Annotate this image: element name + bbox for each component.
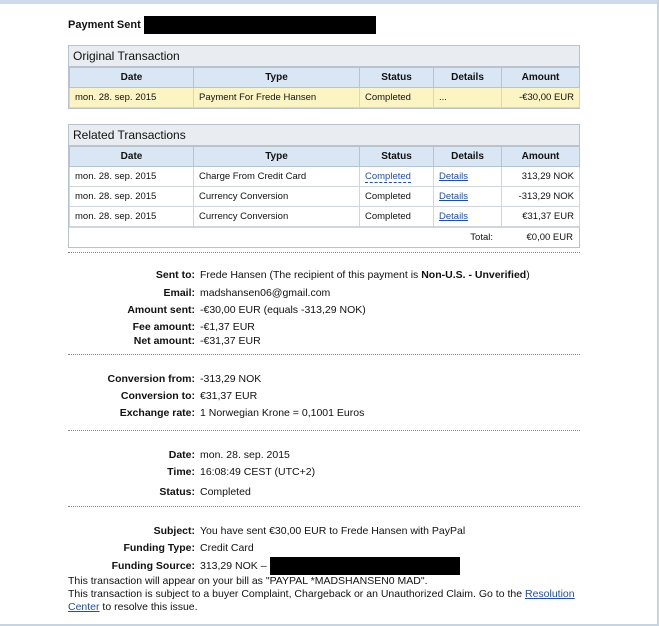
total-value: €0,00 EUR [526,232,573,243]
claim-note-suffix: to resolve this issue. [99,601,198,613]
column-header-date: Date [70,68,194,88]
cell-amount: -313,29 NOK [502,187,580,207]
cell-details [434,167,502,187]
cell-type: Currency Conversion [194,207,360,227]
email-row [0,284,659,301]
page-header [68,16,376,34]
section-divider [68,506,580,507]
column-header-type: Type [194,147,360,167]
cell-type: Currency Conversion [194,187,360,207]
funding-type-row [0,539,659,556]
cell-status: Completed [360,88,434,108]
column-header-status: Status [360,147,434,167]
cell-status [360,167,434,187]
table-header-row [70,68,580,88]
claim-note [68,588,588,614]
section-divider [68,354,580,355]
related-transactions-table [69,146,580,227]
funding-source-amount: 313,29 NOK – [200,559,267,572]
cell-type: Payment For Frede Hansen [194,88,360,108]
column-header-details: Details [434,147,502,167]
section-divider [68,430,580,431]
funding-type-value: Credit Card [200,541,254,554]
recipient-name: Frede Hansen [200,268,267,281]
net-amount-value: -€31,37 EUR [200,334,261,347]
amount-sent-label: Amount sent: [127,303,195,316]
time-row [0,463,659,480]
conversion-to-label: Conversion to: [120,389,195,402]
fee-amount-value: -€1,37 EUR [200,320,255,333]
table-header-row [70,147,580,167]
column-header-amount: Amount [502,68,580,88]
original-transaction-title: Original Transaction [69,46,579,67]
funding-source-value [200,557,460,575]
total-label: Total: [470,232,493,243]
net-amount-row [0,332,659,349]
subject-row [0,522,659,539]
section-divider [68,252,580,253]
exchange-rate-label: Exchange rate: [119,406,195,419]
amount-sent-value: -€30,00 EUR (equals -313,29 NOK) [200,303,366,316]
exchange-rate-row [0,404,659,421]
cell-details [434,207,502,227]
cell-date: mon. 28. sep. 2015 [70,167,194,187]
funding-source-label: Funding Source: [111,559,195,572]
resolution-center-link[interactable]: Resolution Center [68,588,575,613]
column-header-details: Details [434,68,502,88]
column-header-date: Date [70,147,194,167]
subject-value: You have sent €30,00 EUR to Frede Hansen with PayPal [200,524,466,537]
total-row [69,227,579,247]
cell-status: Completed [360,187,434,207]
window-top-border [0,0,659,4]
table-row [70,207,580,227]
table-row [70,187,580,207]
related-transactions-panel [68,124,580,248]
time-label: Time: [167,465,195,478]
net-amount-label: Net amount: [133,334,195,347]
table-row [70,88,580,108]
conversion-to-value: €31,37 EUR [200,389,258,402]
status-value: Completed [200,485,251,498]
fee-amount-label: Fee amount: [132,320,195,333]
subject-label: Subject: [153,524,195,537]
date-row [0,446,659,463]
status-row [0,483,659,500]
column-header-amount: Amount [502,147,580,167]
status-completed-link[interactable]: Completed [365,171,411,182]
redacted-block [144,16,376,34]
cell-date: mon. 28. sep. 2015 [70,187,194,207]
recipient-note-suffix: ) [526,268,530,281]
cell-date: mon. 28. sep. 2015 [70,88,194,108]
cell-amount: 313,29 NOK [502,167,580,187]
bill-note: This transaction will appear on your bill as "PAYPAL *MADSHANSEN0 MAD". [68,575,428,587]
time-value: 16:08:49 CEST (UTC+2) [200,465,316,478]
date-value: mon. 28. sep. 2015 [200,448,290,461]
date-label: Date: [168,448,195,461]
exchange-rate-value: 1 Norwegian Krone = 0,1001 Euros [200,406,365,419]
cell-date: mon. 28. sep. 2015 [70,207,194,227]
details-link[interactable]: Details [439,191,469,202]
sent-to-label: Sent to: [155,268,195,281]
original-transaction-panel [68,45,580,109]
related-transactions-title: Related Transactions [69,125,579,146]
sent-to-value [200,269,530,281]
details-link[interactable]: Details [439,171,469,182]
funding-source-row [0,557,659,574]
cell-status: Completed [360,207,434,227]
column-header-status: Status [360,68,434,88]
cell-amount: -€30,00 EUR [502,88,580,108]
sent-to-row [0,266,659,283]
column-header-type: Type [194,68,360,88]
table-row [70,167,580,187]
original-transaction-table [69,67,580,108]
cell-amount: €31,37 EUR [502,207,580,227]
redacted-block [270,557,460,575]
conversion-from-value: -313,29 NOK [200,372,262,385]
page-title: Payment Sent [68,19,141,31]
funding-type-label: Funding Type: [123,541,195,554]
cell-details [434,187,502,207]
conversion-from-label: Conversion from: [107,372,195,385]
cell-details: ... [434,88,502,108]
conversion-from-row [0,370,659,387]
status-label: Status: [159,485,195,498]
cell-type: Charge From Credit Card [194,167,360,187]
recipient-note-prefix: (The recipient of this payment is [266,268,422,281]
conversion-to-row [0,387,659,404]
amount-sent-row [0,301,659,318]
email-label: Email: [163,286,195,299]
claim-note-text: This transaction is subject to a buyer Complaint, Chargeback or an Unauthorized Claim. Go to the [68,588,525,600]
recipient-status: Non-U.S. - Unverified [421,268,527,281]
details-link[interactable]: Details [439,211,469,222]
email-value: madshansen06@gmail.com [200,286,331,299]
